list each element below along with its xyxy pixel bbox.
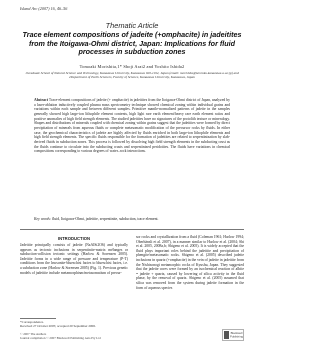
received-note: Received 27 October 2005; accepted 20 September 2006. (20, 324, 96, 329)
section-label: Thematic Article (105, 21, 159, 30)
introduction-heading: INTRODUCTION (57, 236, 91, 241)
keywords (34, 217, 230, 222)
publisher-logo-word-1: Blackwell (230, 331, 243, 336)
introduction-right-text: sor rocks and crystallization from a fluid (Coleman 1961; Harlow 1994; Oberhänsli et al. 2007), in a manner similar to Harlow et al. (2004; Shi et al. 2005, 2008a,b; Shigeno et al. 2005). It is widely accepted that the fluid plays important roles behind the jadeitite and precipitation of phengite/metasomatic rocks. Shigeno et al. (2005) described jadeite inclusions in quartz (+omphacite) in the vein of jadeite in jadeitite from the Nishisonogi metamorphic rocks of Kyushu, Japan. They suggested that the jadeite cores were formed by an isochemical reaction of albite = jadeite + quartz, caused by lowering of silica activity in the fluid phase, by the removal of quartz. Shigeno et al. (2005) assumed that silica was removed from the system during jadeite formation in the form of aqueous species (136, 235, 244, 290)
body-column-right (136, 235, 244, 315)
publisher-logo-word-2: Publishing (230, 334, 243, 339)
publisher-logo-icon (222, 329, 244, 341)
author-list: Tomoaki Morishita,1* Shoji Arai2 and Yoshito Ishida2 (79, 64, 185, 69)
keywords-text: fluid, Itoigawa-Ohmi, jadeitite, serpentinite, subduction, trace element. (52, 217, 159, 221)
correspondence-note: *Correspondence. (20, 320, 44, 324)
introduction-left-text: Jadeitite principally consists of jadeite (NaAlSi2O6) and typically appears as tectonic inclusions in serpentinite-matrix mélanges or subduction-collision tectonic settings (Harlow & Sorensen 2005). Jadeitite forms in a wide range of pressure and temperature (P-T) conditions from the lawsonite-blueschist facies to blueschist facies, i.e. a subduction zone (Harlow & Sorensen 2005) (Fig. 1). Previous genetic models of jadeitite include metamorphism/metasomatism of precur- (20, 243, 128, 275)
abstract-label: Abstract (34, 98, 48, 102)
abstract (34, 98, 230, 154)
keywords-label: Key words: (34, 217, 52, 221)
author-affiliations: 1Graduate School of Natural Science and Technology, Kanazawa University, Kanazawa 920-1192, Japan (email: morishita@kenroku.kanazawa-u.ac.jp) and 2Department of Earth Sciences, Faculty of Science, Kanazawa University, Kanazawa, Japan (25, 71, 239, 80)
footnote (20, 320, 170, 328)
divider-rule (20, 229, 244, 230)
body-column-left (20, 243, 128, 315)
abstract-text: Trace-element compositions of jadeite (+ omphacite) in jadeitites from the Itoigawa-Ohmi district of Japan, analyzed by a laser-ablation inductively coupled plasma mass spectrometry technique showed chemical zoning within individual grains and variations within each sample and between different samples. Primitive mantle-normalized patterns of jadeite in the samples generally showed high large-ion lithophile element contents, high light rare earth element/heavy rare earth element ratios and positive anomalies of high field strength elements. The studied jadeitites have no signatures of the protolith texture or mineralogy. Shapes and distributions of minerals coupled with chemical zoning within grains suggest that the jadeitites were formed by direct precipitation of minerals from aqueous fluids or complete metasomatic modification of the precursor rocks by fluids. In either case, the geochemical characteristics of jadeite are highly affected by fluids enriched in both large-ion lithophile elements and high field strength elements. The specific fluids responsible for the formation of jadeitites are related to serpentinization by slab-derived fluids in subduction zones. This process is followed by dissolving high field strength elements in the subducting crust as the fluids continue to circulate into the subducting crusts and serpentinized peridotites. The fluids have variations in chemical compositions corresponding to various degrees of water–rock interactions. (34, 98, 230, 154)
copyright-notice: © 2007 The Authors Journal compilation © 2007 Blackwell Publishing Asia Pty Ltd (20, 332, 101, 340)
article-title: Trace element compositions of jadeite (+omphacite) in jadeitites from the Itoigawa-Ohmi district, Japan: Implications for fluid processes in subduction zones (22, 30, 242, 57)
journal-reference: Island Arc (2007) 16, 46–56 (20, 6, 68, 11)
footnote-rule (20, 318, 56, 319)
